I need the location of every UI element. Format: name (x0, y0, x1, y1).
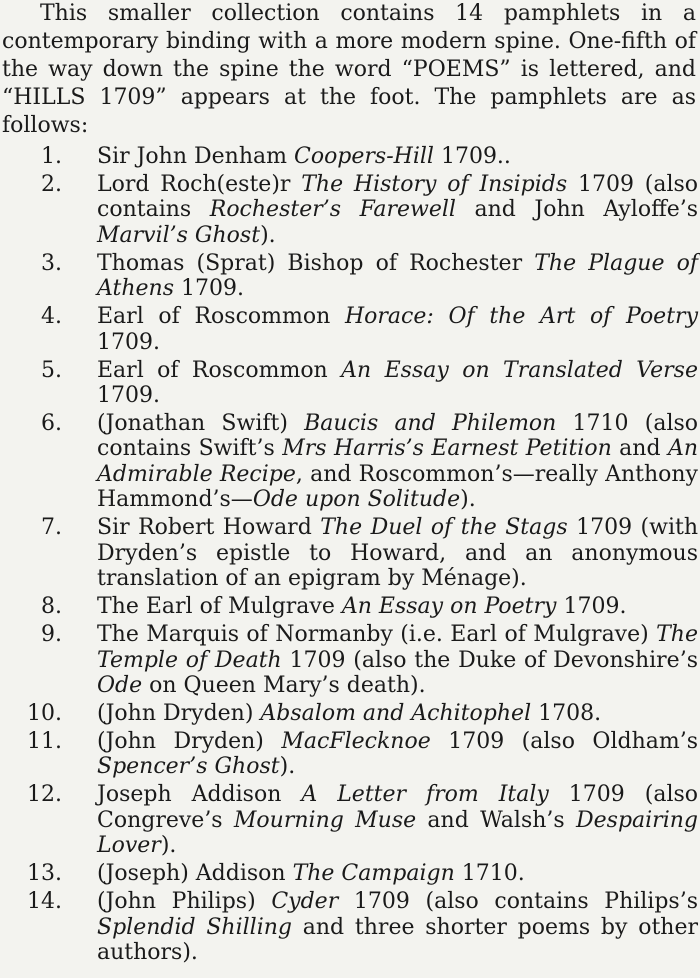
list-item (0, 304, 698, 355)
item-title: Mourning Muse (233, 807, 417, 833)
item-number: 13. (27, 861, 62, 887)
item-text: 1709 (also the Duke of Devonshire’s (281, 647, 698, 673)
item-title: Absalom and Achitophel (260, 701, 532, 727)
item-title: The Duel of the Stags (320, 515, 568, 541)
item-text: Sir John Denham (97, 144, 294, 169)
pamphlet-list (0, 144, 698, 968)
item-title: Horace: Of the Art of Poetry (344, 304, 698, 330)
item-title: The Campaign (292, 861, 455, 887)
item-text: 1709. (174, 276, 244, 302)
item-text: Thomas (Sprat) Bishop of Rochester (97, 250, 535, 276)
item-text: and John Ayloffe’s (455, 197, 698, 223)
item-text: 1709 (also Oldham’s (430, 728, 698, 754)
item-title: The Temple of Death (97, 622, 698, 673)
item-number: 9. (41, 622, 62, 648)
item-text: 1710 (also contains Swift’s (97, 410, 699, 462)
item-text: ). (260, 222, 276, 248)
item-text: 1709 (also Congreve’s (97, 782, 699, 833)
item-text: (John Dryden) (97, 701, 261, 727)
item-number: 14. (27, 889, 62, 915)
item-number: 7. (41, 515, 62, 541)
item-text: and three shorter poems by other authors). (97, 914, 698, 966)
item-number: 2. (41, 171, 62, 197)
item-number: 1. (41, 144, 62, 169)
list-item (0, 515, 698, 592)
intro-text: This smaller collection contains 14 pamphlets in a contemporary binding with a more modern spine. One-fifth of the way down the spine the word “POEMS” is lettered, and “HILLS 1709” appears at the foot. The pamphlets are as follows: (2, 1, 696, 138)
item-text: 1709. (97, 383, 160, 409)
list-item (0, 889, 698, 966)
item-text: , and Roscommon’s—really Anthony Hammond’s— (97, 461, 698, 513)
item-title: The Plague of Athens (97, 250, 698, 302)
list-item (0, 411, 698, 513)
item-text: Joseph Addison (97, 782, 302, 808)
item-title: Ode upon Solitude (252, 487, 461, 513)
item-title: An Admirable Recipe (97, 436, 698, 487)
item-text: 1709.. (433, 144, 511, 169)
item-title: Marvil’s Ghost (97, 222, 261, 248)
item-text: (John Philips) (97, 889, 272, 915)
item-number: 10. (27, 701, 62, 727)
item-number: 3. (41, 250, 62, 276)
list-item (0, 172, 698, 249)
list-item (0, 782, 698, 859)
item-title: The History of Insipids (301, 171, 568, 197)
item-text: (John Dryden) (97, 728, 282, 754)
item-title: A Letter from Italy (301, 782, 549, 808)
item-title: Despairing Lover (97, 807, 698, 859)
item-title: Cyder (271, 889, 339, 915)
item-text: and Walsh’s (416, 807, 576, 833)
item-title: Coopers-Hill (293, 144, 434, 169)
item-text: on Queen Mary’s death). (142, 673, 426, 699)
item-text: The Marquis of Normanby (i.e. Earl of Mulgrave) (97, 622, 657, 648)
item-title: Spencer’s Ghost (97, 754, 280, 780)
item-text: 1708. (531, 701, 602, 727)
item-number: 4. (41, 304, 62, 330)
item-title: Splendid Shilling (97, 914, 292, 940)
list-item (0, 251, 698, 302)
item-text: ). (279, 754, 296, 780)
item-title: An Essay on Translated Verse (341, 357, 698, 383)
list-item (0, 861, 698, 887)
item-number: 12. (27, 782, 62, 808)
list-item (0, 358, 698, 409)
list-item (0, 701, 698, 727)
item-text: and (611, 436, 668, 462)
item-text: ). (160, 833, 177, 859)
item-text: The Earl of Mulgrave (97, 594, 342, 620)
list-item (0, 729, 698, 780)
item-text: 1709 (also contains (97, 171, 699, 223)
item-title: MacFlecknoe (281, 728, 431, 754)
item-text: 1709 (also contains Philips’s (338, 889, 698, 915)
item-text: Earl of Roscommon (97, 304, 345, 330)
item-text: (Jonathan Swift) (97, 410, 305, 436)
item-text: Lord Roch(este)r (97, 171, 302, 197)
item-title: Mrs Harris’s Earnest Petition (282, 436, 612, 462)
list-item (0, 144, 698, 170)
item-text: Sir Robert Howard (97, 515, 321, 541)
item-title: Baucis and Philemon (304, 410, 557, 436)
list-item (0, 594, 698, 620)
item-text: 1709. (97, 329, 160, 355)
item-text: Earl of Roscommon (97, 357, 342, 383)
item-number: 8. (41, 594, 62, 620)
item-number: 11. (27, 728, 62, 754)
intro-paragraph (2, 0, 696, 140)
item-text: 1710. (454, 861, 525, 887)
item-text: 1709. (556, 594, 627, 620)
item-text: ). (460, 487, 476, 513)
list-item (0, 622, 698, 699)
item-number: 6. (41, 410, 62, 436)
item-number: 5. (41, 357, 62, 383)
item-text: (Joseph) Addison (97, 861, 293, 887)
item-title: Rochester’s Farewell (209, 197, 456, 223)
item-title: Ode (97, 673, 143, 699)
item-text: 1709 (with Dryden’s epistle to Howard, and an anonymous translation of an epigram by Ménage). (97, 515, 698, 592)
item-title: An Essay on Poetry (341, 594, 557, 620)
